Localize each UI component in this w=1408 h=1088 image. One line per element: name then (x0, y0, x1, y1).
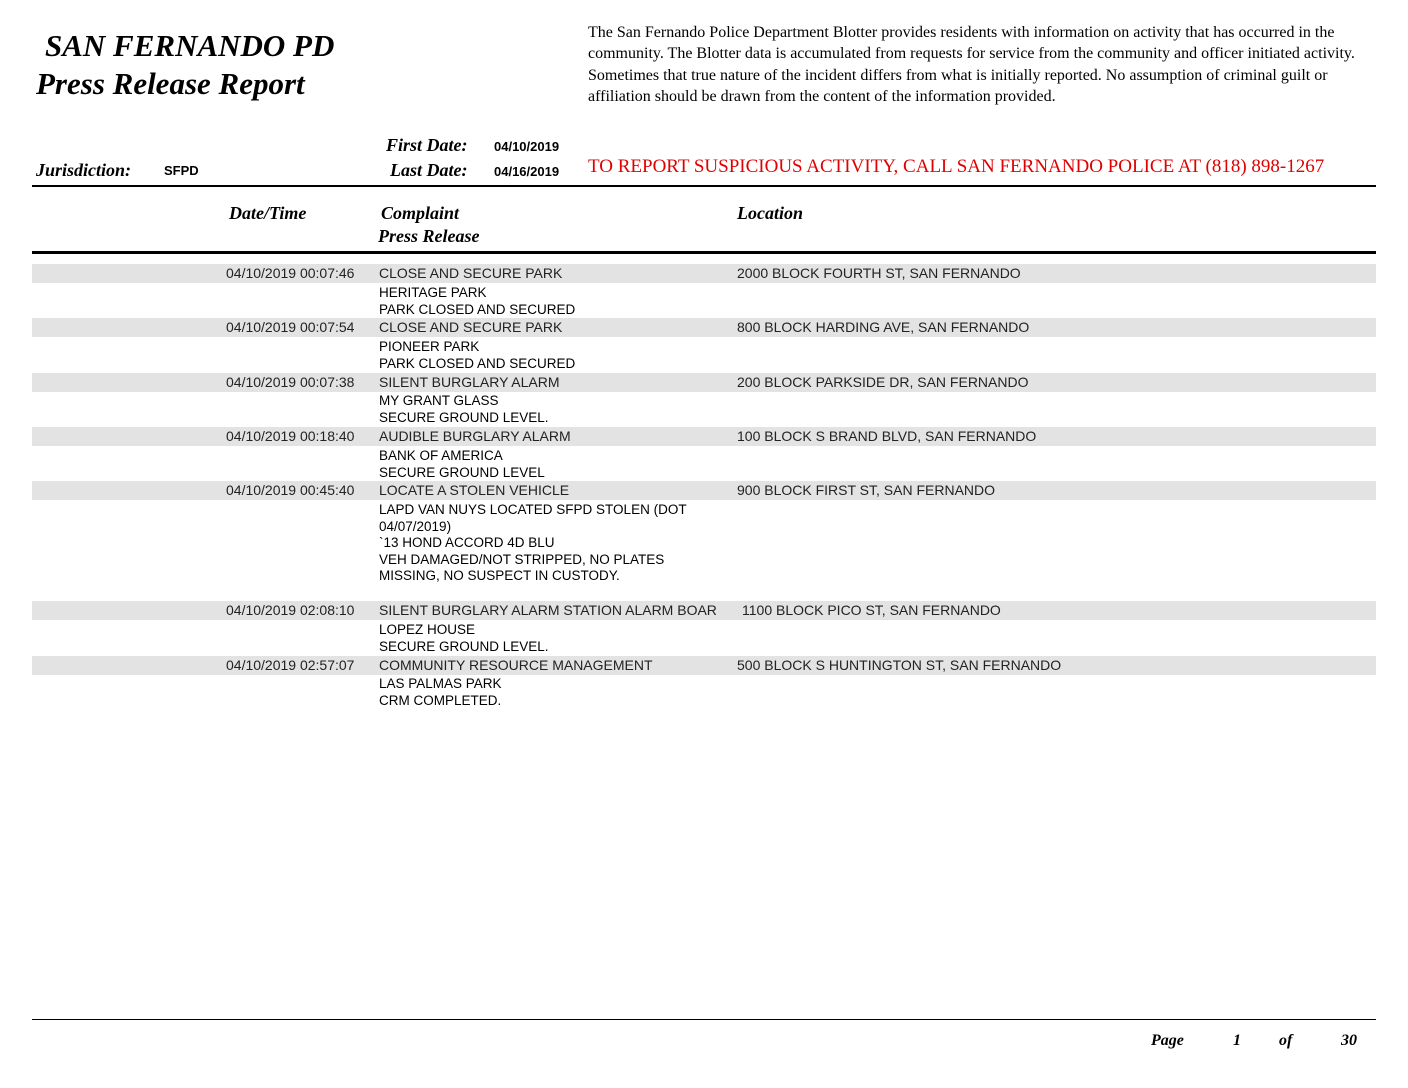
first-date-value: 04/10/2019 (494, 139, 560, 154)
record-datetime: 04/10/2019 00:18:40 (226, 428, 355, 444)
record-press-release: PIONEER PARK PARK CLOSED AND SECURED (379, 339, 576, 371)
record-datetime: 04/10/2019 00:07:54 (226, 319, 355, 335)
record-datetime: 04/10/2019 02:57:07 (226, 657, 355, 673)
record-datetime: 04/10/2019 02:08:10 (226, 602, 355, 618)
page-total: 30 (1341, 1032, 1357, 1049)
record-press-release: HERITAGE PARK PARK CLOSED AND SECURED (379, 285, 576, 317)
page-label: Page (1151, 1032, 1184, 1049)
header-divider (32, 185, 1376, 187)
column-header-datetime: Date/Time (229, 203, 307, 223)
record-location: 800 BLOCK HARDING AVE, SAN FERNANDO (737, 319, 1030, 335)
last-date-value: 04/16/2019 (494, 164, 560, 179)
org-name: SAN FERNANDO PD (45, 28, 335, 63)
record-complaint: CLOSE AND SECURE PARK (379, 319, 563, 335)
footer-divider (32, 1019, 1376, 1020)
record-location: 100 BLOCK S BRAND BLVD, SAN FERNANDO (737, 428, 1037, 444)
column-header-press-release: Press Release (378, 226, 480, 246)
column-header-complaint: Complaint (381, 203, 460, 223)
column-header-location: Location (737, 203, 803, 223)
record-press-release: LOPEZ HOUSE SECURE GROUND LEVEL. (379, 622, 549, 654)
record-complaint: AUDIBLE BURGLARY ALARM (379, 428, 571, 444)
record-complaint: CLOSE AND SECURE PARK (379, 265, 563, 281)
record-location: 900 BLOCK FIRST ST, SAN FERNANDO (737, 482, 996, 498)
record-press-release: LAPD VAN NUYS LOCATED SFPD STOLEN (DOT 04/07/2019) `13 HOND ACCORD 4D BLU VEH DAMAGED/NOT STRIPPED, NO PLATES MISSING, NO SUSPECT IN CUSTODY. (379, 502, 687, 583)
record-location: 500 BLOCK S HUNTINGTON ST, SAN FERNANDO (737, 657, 1062, 673)
column-header-divider (32, 251, 1376, 254)
record-datetime: 04/10/2019 00:45:40 (226, 482, 355, 498)
record-press-release: BANK OF AMERICA SECURE GROUND LEVEL (379, 448, 545, 480)
page-number: 1 (1233, 1032, 1241, 1049)
jurisdiction-label: Jurisdiction: (36, 160, 132, 180)
record-complaint: SILENT BURGLARY ALARM STATION ALARM BOAR (379, 602, 717, 618)
page-of-label: of (1279, 1032, 1293, 1049)
record-complaint: COMMUNITY RESOURCE MANAGEMENT (379, 657, 653, 673)
record-location: 2000 BLOCK FOURTH ST, SAN FERNANDO (737, 265, 1021, 281)
record-press-release: LAS PALMAS PARK CRM COMPLETED. (379, 676, 502, 708)
first-date-label: First Date: (386, 135, 468, 155)
record-datetime: 04/10/2019 00:07:46 (226, 265, 355, 281)
record-datetime: 04/10/2019 00:07:38 (226, 374, 355, 390)
record-location: 1100 BLOCK PICO ST, SAN FERNANDO (742, 602, 1001, 618)
report-title: Press Release Report (36, 66, 305, 101)
record-location: 200 BLOCK PARKSIDE DR, SAN FERNANDO (737, 374, 1029, 390)
last-date-label: Last Date: (390, 160, 468, 180)
record-complaint: LOCATE A STOLEN VEHICLE (379, 482, 570, 498)
record-complaint: SILENT BURGLARY ALARM (379, 374, 560, 390)
disclaimer-text: The San Fernando Police Department Blotter provides residents with information on activity that has occurred in the community. The Blotter data is accumulated from requests for service from the community and officer initiated activity. Sometimes that true nature of the incident differs from what is initially reported. No assumption of criminal guilt or affiliation should be drawn from the content of the information provided. (588, 24, 1355, 106)
jurisdiction-value: SFPD (164, 163, 199, 178)
record-press-release: MY GRANT GLASS SECURE GROUND LEVEL. (379, 393, 549, 425)
hotline-notice: TO REPORT SUSPICIOUS ACTIVITY, CALL SAN FERNANDO POLICE AT (818) 898-1267 (588, 156, 1325, 177)
